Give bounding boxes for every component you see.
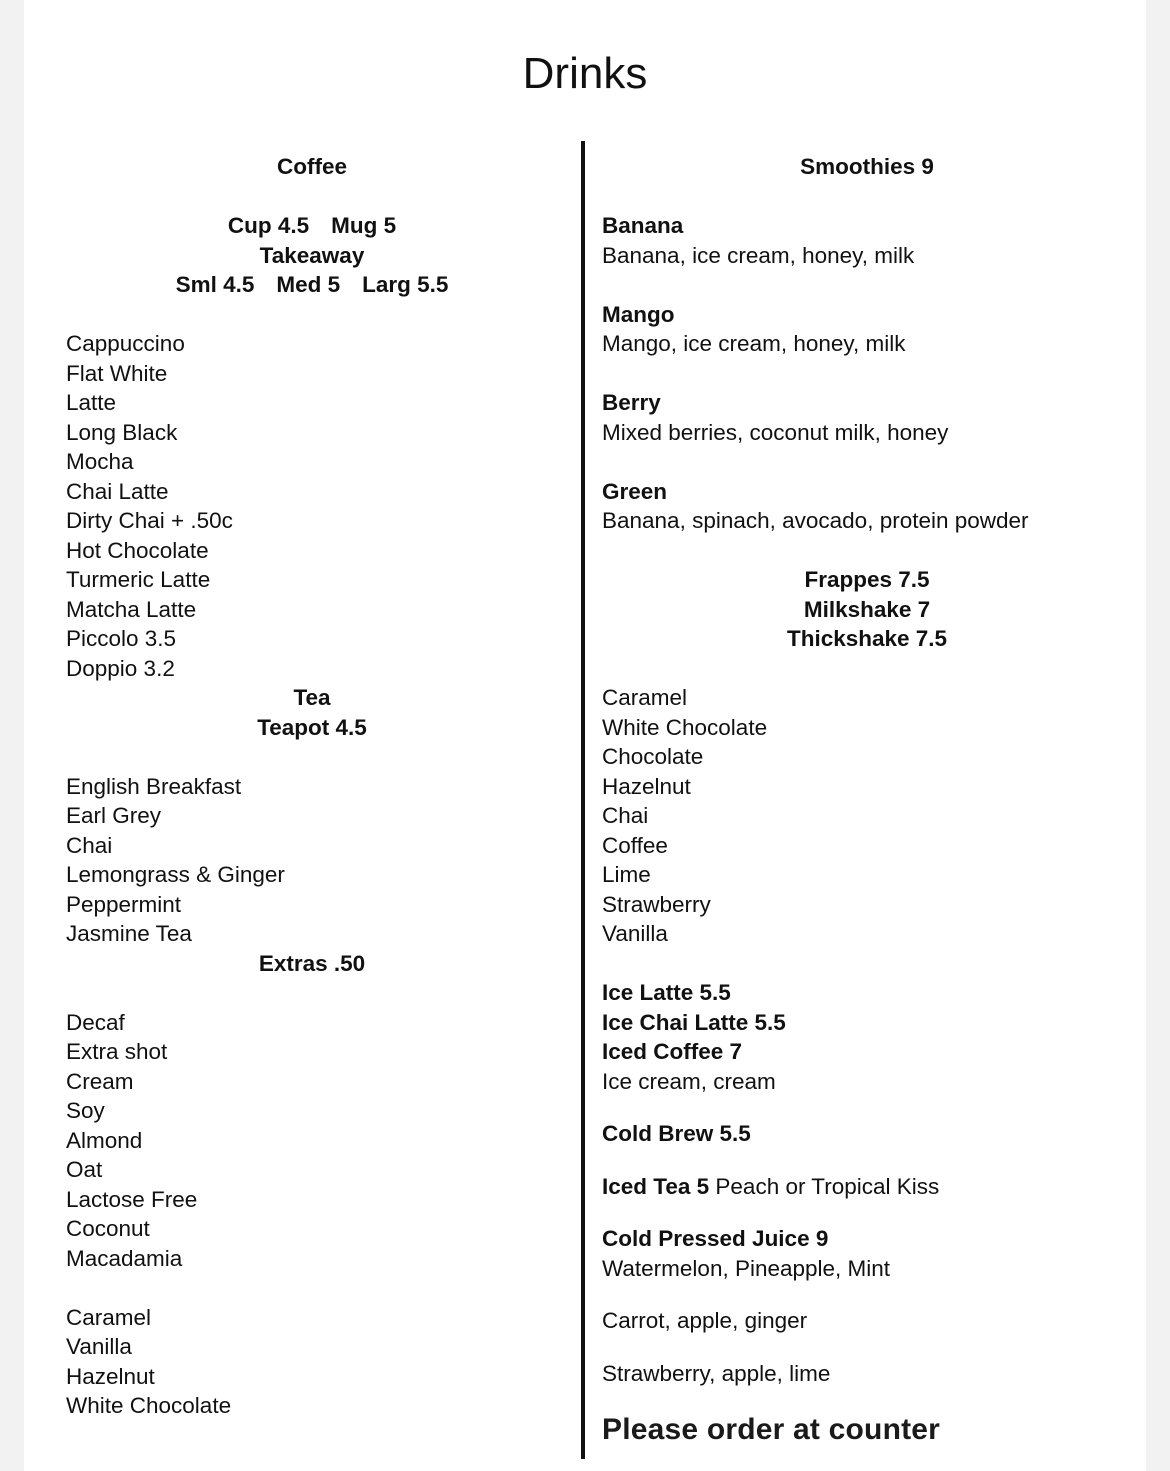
tea-heading: Tea [293,685,331,710]
list-item: Turmeric Latte [66,567,211,592]
coffee-takeaway-prices [66,270,558,300]
list-item: Earl Grey [66,803,162,828]
list-item: Hazelnut [602,773,691,799]
price-mug: Mug 5 [331,213,397,238]
list-item: Strawberry [602,891,711,917]
list-item: Lime [602,862,651,887]
list-item: Flat White [66,360,168,386]
list-item: Extra shot [66,1039,168,1064]
list-item: Coconut [66,1216,150,1241]
smoothie-desc: Banana, spinach, avocado, protein powder [602,508,1029,533]
list-item: White Chocolate [602,714,768,740]
iced-coffee: Iced Coffee 7 [602,1039,743,1064]
list-item: Oat [66,1157,103,1182]
cold-brew: Cold Brew 5.5 [602,1121,751,1146]
smoothie-name: Green [602,478,668,504]
extras-milk-list [66,1008,558,1274]
list-item: Coffee [602,832,668,858]
list-item: Chai [602,803,649,828]
iced-coffee-desc: Ice cream, cream [602,1068,776,1094]
list-item: Caramel [66,1304,152,1330]
list-item: Peppermint [66,891,182,917]
smoothie-desc: Mango, ice cream, honey, milk [602,331,906,356]
list-item: Latte [66,390,117,415]
juice-option: Strawberry, apple, lime [602,1360,831,1386]
right-column [602,152,1132,1388]
list-item: Matcha Latte [66,596,197,622]
list-item: Hot Chocolate [66,537,209,563]
list-item: Piccolo 3.5 [66,626,177,651]
extras-syrup-list [66,1303,558,1421]
list-item: White Chocolate [66,1393,232,1418]
list-item: Cream [66,1068,134,1094]
frappes-heading: Frappes 7.5 [804,567,930,592]
list-item: Chocolate [602,744,704,769]
list-item: Macadamia [66,1245,183,1271]
list-item: Decaf [66,1009,125,1035]
left-column [66,152,558,1421]
column-divider [581,141,585,1459]
smoothies-heading: Smoothies 9 [800,154,934,179]
teapot-price: Teapot 4.5 [257,714,367,740]
juice-option: Watermelon, Pineapple, Mint [602,1255,891,1281]
list-item: Lactose Free [66,1186,198,1212]
extras-heading: Extras .50 [258,950,366,976]
coffee-heading: Coffee [276,154,347,179]
iced-tea-desc: Peach or Tropical Kiss [715,1173,940,1199]
list-item: Chai [66,832,113,858]
flavour-list [602,683,1132,949]
coffee-list [66,329,558,683]
price-larg: Larg 5.5 [362,272,449,297]
list-item: Chai Latte [66,478,169,504]
price-sml: Sml 4.5 [175,272,255,297]
juice-heading: Cold Pressed Juice 9 [602,1226,829,1251]
order-at-counter-notice: Please order at counter [602,1413,941,1446]
list-item: Long Black [66,419,178,445]
smoothie-desc: Banana, ice cream, honey, milk [602,242,915,268]
list-item: Vanilla [602,921,668,946]
tea-list [66,772,558,949]
thickshake-heading: Thickshake 7.5 [786,626,948,651]
list-item: Dirty Chai + .50c [66,508,233,533]
list-item: Mocha [66,449,134,474]
smoothie-name: Banana [602,213,684,238]
list-item: Almond [66,1127,143,1153]
list-item: Vanilla [66,1334,132,1359]
list-item: Doppio 3.2 [66,655,175,681]
list-item: Lemongrass & Ginger [66,862,285,887]
list-item: English Breakfast [66,773,242,799]
smoothie-name: Mango [602,301,675,327]
smoothie-desc: Mixed berries, coconut milk, honey [602,419,949,445]
juice-option: Carrot, apple, ginger [602,1308,808,1333]
page-title: Drinks [522,49,648,98]
takeaway-label: Takeaway [259,242,365,268]
price-cup: Cup 4.5 [227,213,310,238]
ice-chai-latte: Ice Chai Latte 5.5 [602,1009,786,1035]
iced-tea [602,1172,1132,1202]
list-item: Soy [66,1098,105,1123]
ice-latte: Ice Latte 5.5 [602,980,731,1005]
smoothie-name: Berry [602,390,661,415]
iced-tea-label: Iced Tea 5 [602,1173,710,1199]
price-med: Med 5 [276,272,341,297]
milkshake-heading: Milkshake 7 [803,596,931,622]
coffee-dine-in-prices [66,211,558,241]
list-item: Cappuccino [66,331,185,356]
list-item: Jasmine Tea [66,921,192,946]
list-item: Caramel [602,685,688,710]
list-item: Hazelnut [66,1363,155,1389]
